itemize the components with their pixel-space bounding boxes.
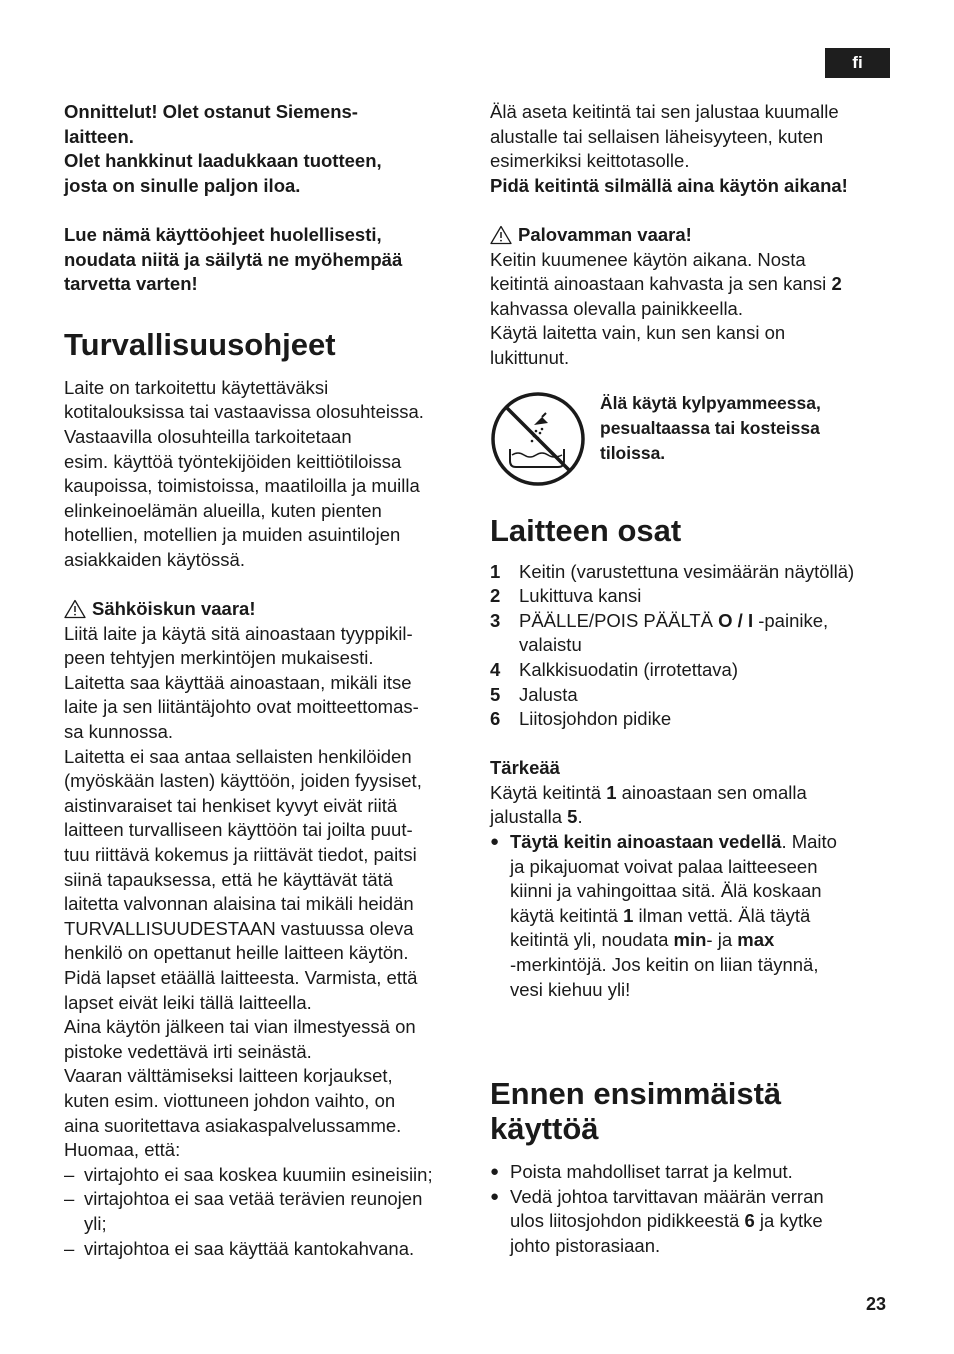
text-span: Täytä keitin ainoastaan vedellä (510, 831, 782, 853)
part-label: Kalkkisuodatin (irrotettava) (519, 658, 739, 680)
text-span: Vedä johtoa tarvittavan määrän verran (510, 1185, 824, 1207)
text-span: vesi kiehuu yli! (510, 978, 631, 1000)
text-line: peen tehtyjen merkintöjen mukaisesti. (64, 647, 374, 669)
text-line: hotellien, motellien ja muiden asuintilojen (64, 524, 401, 546)
part-number: 6 (490, 708, 501, 730)
part-number: 4 (490, 658, 501, 680)
text-span: keitintä ainoastaan kahvasta ja sen kansi (490, 273, 832, 295)
text-line: kahvassa olevalla painikkeella. (490, 297, 743, 319)
text-line (490, 805, 900, 830)
parts-list (490, 560, 900, 732)
text-line (490, 781, 900, 806)
text-span: Poista mahdolliset tarrat ja kelmut. (510, 1161, 793, 1183)
text-line: Laitetta ei saa antaa sellaisten henkilöiden (64, 745, 412, 767)
text-line: aina suoritettava asiakaspalvelussamme. (64, 1114, 402, 1136)
important-bullets (490, 830, 900, 1002)
shock-warning-heading (64, 597, 474, 622)
part-label: Liitosjohdon pidike (519, 708, 672, 730)
text-line: alustalle tai sellaisen läheisyyteen, kuten (490, 125, 824, 147)
list-item (490, 683, 900, 708)
text-line: TURVALLISUUDESTAAN vastuussa oleva (64, 917, 414, 939)
part-number: 5 (490, 683, 501, 705)
text-line: Ennen ensimmäistä (490, 1076, 782, 1112)
text-span: ainoastaan sen omalla (616, 781, 807, 803)
warning-triangle-icon (490, 225, 512, 245)
list-item (490, 830, 900, 1002)
text-line: Pidä lapset etäällä laitteesta. Varmista, että (64, 967, 418, 988)
text-line: Olet hankkinut laadukkaan tuotteen, (64, 150, 382, 172)
part-ref: 5 (567, 806, 578, 828)
part-number: 1 (490, 560, 501, 582)
text-span: . (577, 806, 583, 828)
burn-warning-text (490, 248, 900, 371)
text-line: pesualtaassa tai kosteissa (600, 417, 820, 438)
text-span: jalustalla (490, 806, 568, 828)
right-column (490, 100, 900, 1259)
text-line: laitteen turvalliseen käyttöön tai joilta puut- (64, 819, 413, 841)
safety-intro (64, 376, 474, 573)
part-number: 2 (490, 585, 501, 607)
language-badge (825, 48, 890, 78)
list-item (64, 1163, 474, 1188)
text-line: Keitin kuumenee käytön aikana. Nosta (490, 248, 806, 270)
text-line: Huomaa, että: (64, 1139, 181, 1161)
no-bath-warning (490, 391, 900, 487)
part-label: Lukittuva kansi (519, 585, 642, 607)
text-line: kuten esim. viottuneen johdon vaihto, on (64, 1089, 396, 1111)
text-line: aistinvaraiset tai henkiset kyvyt eivät riitä (64, 794, 398, 816)
text-line: siinä tapauksessa, että he käyttävät tätä (64, 868, 394, 890)
page-number: 23 (866, 1294, 887, 1314)
cord-notes-list (64, 1163, 474, 1261)
text-line: (myöskään lasten) käyttöön, joiden fyysiset, (64, 770, 422, 792)
text-line: noudata niitä ja säilytä ne myöhempää (64, 248, 403, 270)
burn-warning-heading (490, 223, 900, 248)
part-label: Keitin (varustettuna vesimäärän näytöllä) (519, 560, 855, 582)
text-span: kiinni ja vahingoittaa sitä. Älä koskaan (510, 880, 822, 902)
list-item (490, 609, 900, 658)
congrats-text (64, 100, 474, 198)
text-line: Älä käytä kylpyammeessa, (600, 392, 821, 413)
parts-title: Laitteen osat (490, 512, 682, 548)
part-label: Jalusta (519, 683, 578, 705)
text-line: laite ja sen liitäntäjohto ovat moitteettomas- (64, 696, 419, 718)
text-line: kotitalouksissa tai vastaavissa olosuhteissa. (64, 401, 424, 423)
text-line: lukittunut. (490, 346, 570, 368)
text-line: lapset eivät leiki tällä laitteella. (64, 991, 312, 1013)
text-span: min (673, 929, 707, 951)
text-span: -merkintöjä. Jos keitin on liian täynnä, (510, 954, 819, 976)
text-line: yli; (84, 1212, 107, 1234)
safety-title: Turvallisuusohjeet (64, 326, 336, 362)
text-line: Vaaran välttämiseksi laitteen korjaukset, (64, 1065, 393, 1087)
text-line: Vastaavilla olosuhteilla tarkoitetaan (64, 425, 352, 447)
text-line: henkilö on opettanut heille laitteen käytön. (64, 942, 409, 964)
watch-text: Pidä keitintä silmällä aina käytön aikana! (490, 174, 848, 196)
part-number: 3 (490, 609, 501, 631)
no-bath-text (600, 391, 821, 466)
text-span: . Maito (781, 831, 837, 853)
text-line: Liitä laite ja käytä sitä ainoastaan tyyppikil- (64, 622, 413, 644)
text-line: Lue nämä käyttöohjeet huolellisesti, (64, 223, 382, 245)
shock-warning-title: Sähköiskun vaara! (92, 598, 256, 620)
list-item (64, 1187, 474, 1236)
text-span: -painike, (753, 609, 829, 631)
no-bathtub-icon (490, 391, 586, 487)
list-item (490, 1160, 900, 1185)
part-ref: 2 (831, 273, 842, 295)
warning-triangle-icon (64, 599, 86, 619)
text-line: esimerkiksi keittotasolle. (490, 150, 690, 172)
text-span: keitintä yli, noudata (510, 929, 674, 951)
text-line: sa kunnossa. (64, 721, 174, 743)
text-line: Aina käytön jälkeen tai vian ilmestyessä on (64, 1016, 416, 1038)
text-line: Älä aseta keitintä tai sen jalustaa kuumalle (490, 101, 839, 122)
text-line: Laite on tarkoitettu käytettäväksi (64, 376, 329, 398)
text-line: käyttöä (490, 1111, 599, 1147)
text-span: max (737, 929, 775, 951)
list-item (490, 1185, 900, 1259)
text-line: tuu riittävä kokemus ja riittävät tiedot, paitsi (64, 844, 417, 866)
text-line: pistoke vedettävä irti seinästä. (64, 1040, 312, 1062)
part-ref: 6 (744, 1210, 755, 1232)
text-span: PÄÄLLE/POIS PÄÄLTÄ (519, 609, 719, 631)
text-line: laitetta valvonnan alaisina tai mikäli heidän (64, 893, 414, 915)
list-item (490, 707, 900, 732)
text-span: Käytä keitintä (490, 781, 607, 803)
burn-warning-title: Palovamman vaara! (518, 223, 692, 245)
text-line: tarvetta varten! (64, 273, 198, 295)
text-line: virtajohtoa ei saa vetää terävien reunojen (84, 1188, 423, 1210)
list-item (64, 1237, 474, 1262)
text-line: esim. käyttöä työntekijöiden keittiötiloissa (64, 450, 402, 472)
part-ref: 1 (606, 781, 617, 803)
text-line: kaupoissa, toimistoissa, maatiloilla ja muilla (64, 475, 420, 497)
list-item (490, 658, 900, 683)
text-line: laitteen. (64, 125, 134, 147)
important-title: Tärkeää (490, 757, 560, 779)
hot-surface-text (490, 100, 900, 174)
text-span: ulos liitosjohdon pidikkeestä (510, 1210, 745, 1232)
text-span: valaistu (519, 634, 582, 656)
first-use-list (490, 1160, 900, 1258)
text-line: tiloissa. (600, 442, 666, 463)
language-code: fi (852, 53, 863, 72)
text-span: johto pistorasiaan. (510, 1235, 661, 1256)
text-line: asiakkaiden käytössä. (64, 548, 245, 570)
part-ref: 1 (623, 904, 634, 926)
text-span: - ja (706, 929, 738, 951)
first-use-title (490, 1076, 900, 1146)
shock-warning-text (64, 622, 474, 1163)
list-item (490, 584, 900, 609)
text-line: Onnittelut! Olet ostanut Siemens- (64, 101, 358, 122)
text-span: ja pikajuomat voivat palaa laitteeseen (510, 855, 818, 877)
text-line: elinkeinoelämän alueilla, kuten pienten (64, 499, 382, 521)
text-span: käytä keitintä (510, 904, 624, 926)
text-span: O / I (718, 609, 754, 631)
list-item (490, 560, 900, 585)
text-line: virtajohtoa ei saa käyttää kantokahvana. (84, 1237, 415, 1259)
text-line: Laitetta saa käyttää ainoastaan, mikäli itse (64, 671, 412, 693)
text-line: virtajohto ei saa koskea kuumiin esineisiin; (84, 1163, 433, 1185)
text-span: ilman vettä. Älä täytä (633, 904, 811, 926)
left-column (64, 100, 474, 1261)
text-line (490, 272, 900, 297)
text-line: josta on sinulle paljon iloa. (64, 174, 301, 196)
part-label (519, 609, 828, 658)
text-span: ja kytke (754, 1210, 823, 1232)
text-line: Käytä laitetta vain, kun sen kansi on (490, 322, 786, 344)
read-instructions-text (64, 223, 474, 297)
